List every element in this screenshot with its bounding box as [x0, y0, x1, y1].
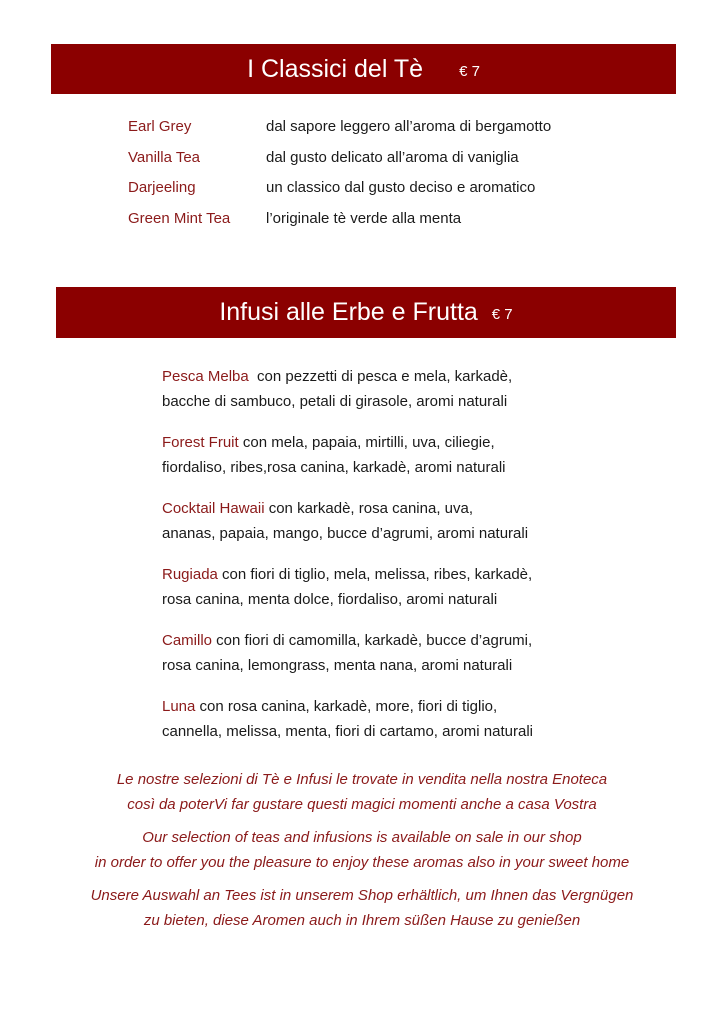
note-italian	[0, 768, 724, 817]
note-line: zu bieten, diese Aromen auch in Ihrem süßen Hause zu genießen	[143, 911, 581, 929]
infuso-name: Luna	[162, 698, 196, 715]
infuso-ingredients-continued: bacche di sambuco, petali di girasole, aromi naturali	[162, 392, 508, 410]
list-item	[162, 497, 533, 546]
list-item	[162, 431, 533, 480]
infuso-line	[162, 365, 533, 390]
infuso-line	[162, 497, 533, 522]
tea-name: Darjeeling	[128, 179, 196, 196]
list-item	[162, 629, 533, 678]
classici-banner	[51, 44, 676, 94]
infuso-ingredients: con mela, papaia, mirtilli, uva, ciliegie,	[238, 434, 495, 451]
tea-description: dal sapore leggero all’aroma di bergamotto	[266, 118, 552, 135]
tea-description: dal gusto delicato all’aroma di vaniglia	[266, 148, 519, 166]
infuso-line	[162, 695, 533, 720]
infusi-banner	[56, 287, 676, 338]
list-item	[162, 695, 533, 744]
note-line: Le nostre selezioni di Tè e Infusi le trovate in vendita nella nostra Enoteca	[116, 771, 608, 788]
tea-description: un classico dal gusto deciso e aromatico	[266, 179, 536, 196]
infuso-line	[162, 629, 533, 654]
note-english	[0, 826, 724, 875]
infuso-name: Forest Fruit	[162, 434, 239, 451]
infuso-name: Cocktail Hawaii	[162, 500, 265, 517]
note-line: così da poterVi far gustare questi magici momenti anche a casa Vostra	[127, 795, 597, 813]
infuso-ingredients: con rosa canina, karkadè, more, fiori di tiglio,	[195, 698, 498, 715]
infuso-name: Pesca Melba	[162, 368, 249, 385]
infuso-ingredients: con pezzetti di pesca e mela, karkadè,	[248, 368, 513, 385]
infuso-ingredients-continued: fiordaliso, ribes,rosa canina, karkadè, aromi naturali	[162, 458, 506, 476]
infuso-ingredients: con fiori di camomilla, karkadè, bucce d’agrumi,	[212, 632, 533, 649]
infuso-ingredients-continued: ananas, papaia, mango, bucce d’agrumi, aromi naturali	[162, 524, 529, 542]
list-item	[162, 563, 533, 612]
infuso-line	[162, 563, 533, 588]
infusi-price: € 7	[491, 306, 513, 323]
infuso-name: Camillo	[162, 632, 213, 649]
infuso-name: Rugiada	[162, 566, 218, 583]
infusi-title: Infusi alle Erbe e Frutta	[219, 298, 478, 326]
note-line: Our selection of teas and infusions is available on sale in our shop	[142, 829, 582, 846]
note-line: Unsere Auswahl an Tees ist in unserem Shop erhältlich, um Ihnen das Vergnügen	[90, 887, 634, 904]
tea-description: l’originale tè verde alla menta	[266, 209, 462, 227]
list-item	[128, 149, 551, 180]
classici-price: € 7	[459, 62, 480, 80]
infuso-ingredients-continued: rosa canina, lemongrass, menta nana, aromi naturali	[162, 656, 513, 674]
infuso-ingredients-continued: cannella, melissa, menta, fiori di cartamo, aromi naturali	[162, 722, 533, 740]
classici-title: I Classici del Tè	[247, 54, 424, 83]
tea-name: Green Mint Tea	[128, 209, 231, 227]
infuso-ingredients: con fiori di tiglio, mela, melissa, ribes, karkadè,	[217, 566, 533, 583]
list-item	[128, 179, 551, 210]
footer-notes	[0, 768, 724, 942]
tea-name: Vanilla Tea	[128, 148, 200, 166]
tea-name: Earl Grey	[128, 118, 192, 135]
infuso-ingredients: con karkadè, rosa canina, uva,	[264, 500, 474, 517]
infusi-list	[162, 365, 533, 761]
list-item	[128, 118, 551, 149]
infuso-ingredients-continued: rosa canina, menta dolce, fiordaliso, aromi naturali	[162, 590, 498, 608]
list-item	[162, 365, 533, 414]
note-german	[0, 884, 724, 933]
classici-list	[128, 118, 551, 240]
infuso-line	[162, 431, 533, 456]
note-line: in order to offer you the pleasure to enjoy these aromas also in your sweet home	[94, 853, 630, 871]
list-item	[128, 210, 551, 241]
